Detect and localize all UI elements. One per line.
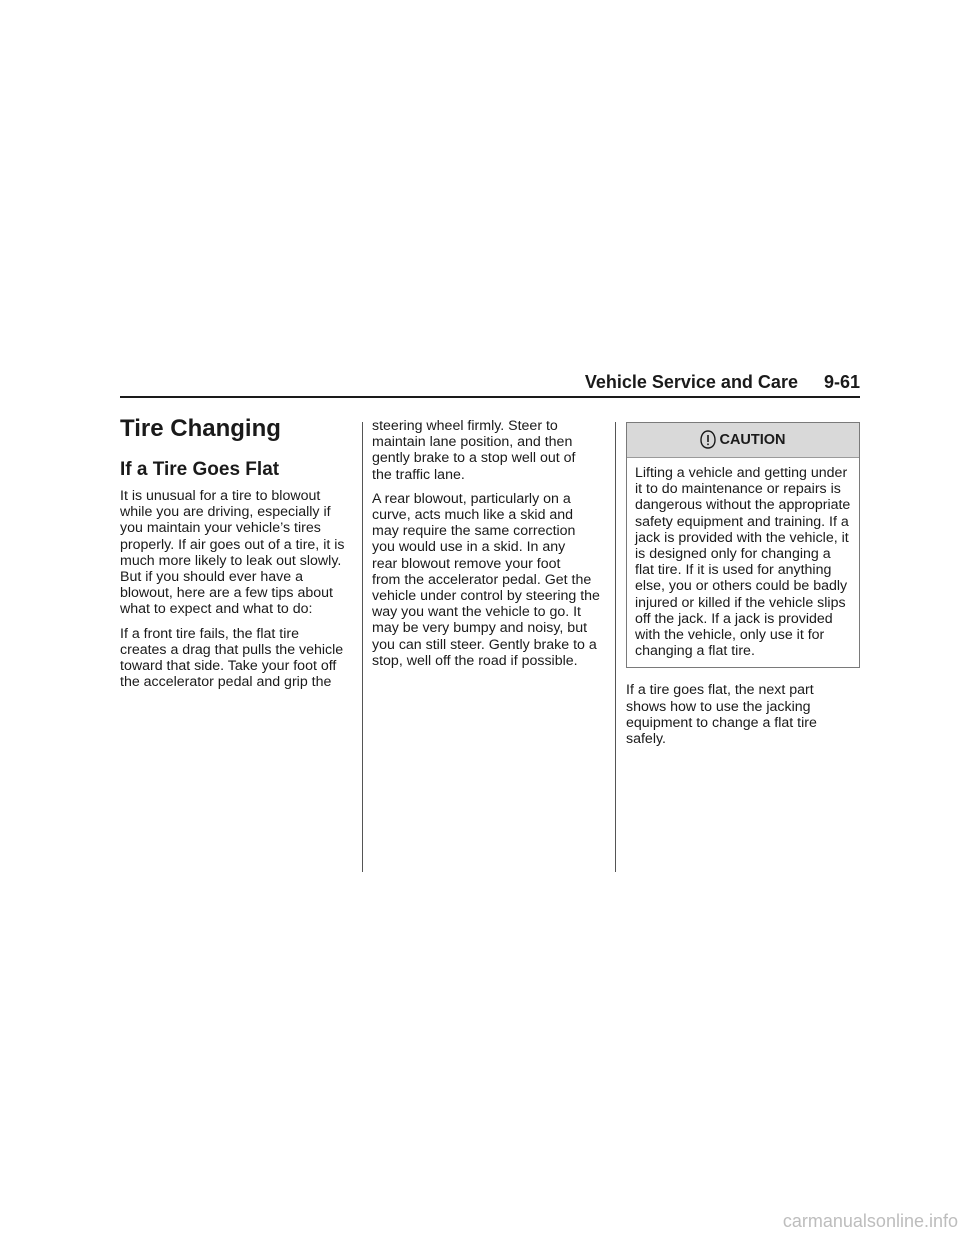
caution-box [626,422,860,668]
column-divider-1 [362,422,363,872]
caution-text: Lifting a vehicle and getting under it to do maintenance or repairs is dangerous without the appropriate safety equipment and training. If a jack is provided with the vehicle, it is designed only for changing a flat tire. If it is used for anything else, you or others could be badly injured or killed if the vehicle slips off the jack. If a jack is provided with the vehicle, only use it for changing a flat tire. [635,465,851,660]
header-rule [120,396,860,398]
caution-label: CAUTION [719,431,786,448]
paragraph: It is unusual for a tire to blowout while you are driving, especially if you maintain your vehicle’s tires properly. If air goes out of a tire, it is much more likely to leak out slowly. But if you should ever have a blowout, here are a few tips about what to expect and what to do: [120,488,345,618]
paragraph: steering wheel firmly. Steer to maintain lane position, and then gently brake to a stop well out of the traffic lane. [372,418,576,483]
page-title: Tire Changing [120,415,281,442]
paragraph: If a front tire fails, the flat tire creates a drag that pulls the vehicle toward that side. Take your foot off the accelerator pedal and grip the [120,625,344,691]
warning-icon [700,430,716,450]
caution-body [627,458,859,667]
section-title: Vehicle Service and Care [584,372,798,392]
watermark: carmanualsonline.info [782,1211,958,1231]
column-2 [372,418,604,677]
column-1 [120,414,356,698]
paragraph: A rear blowout, particularly on a curve, acts much like a skid and may require the same correction you would use in a skid. In any rear blowout remove your foot from the accelerator pedal. Get the vehicle under control by steering the way you want the vehicle to go. It may be very bumpy and noisy, but you can still steer. Gently brake to a stop, well off the road if possible. [372,490,600,669]
paragraph: If a tire goes flat, the next part shows how to use the jacking equipment to change a flat tire safely. [626,682,817,748]
page-number: 9-61 [823,372,860,392]
section-heading: If a Tire Goes Flat [120,459,280,480]
column-divider-2 [615,422,616,872]
page-header [120,372,860,394]
column-3 [626,422,860,755]
caution-header [627,423,859,458]
